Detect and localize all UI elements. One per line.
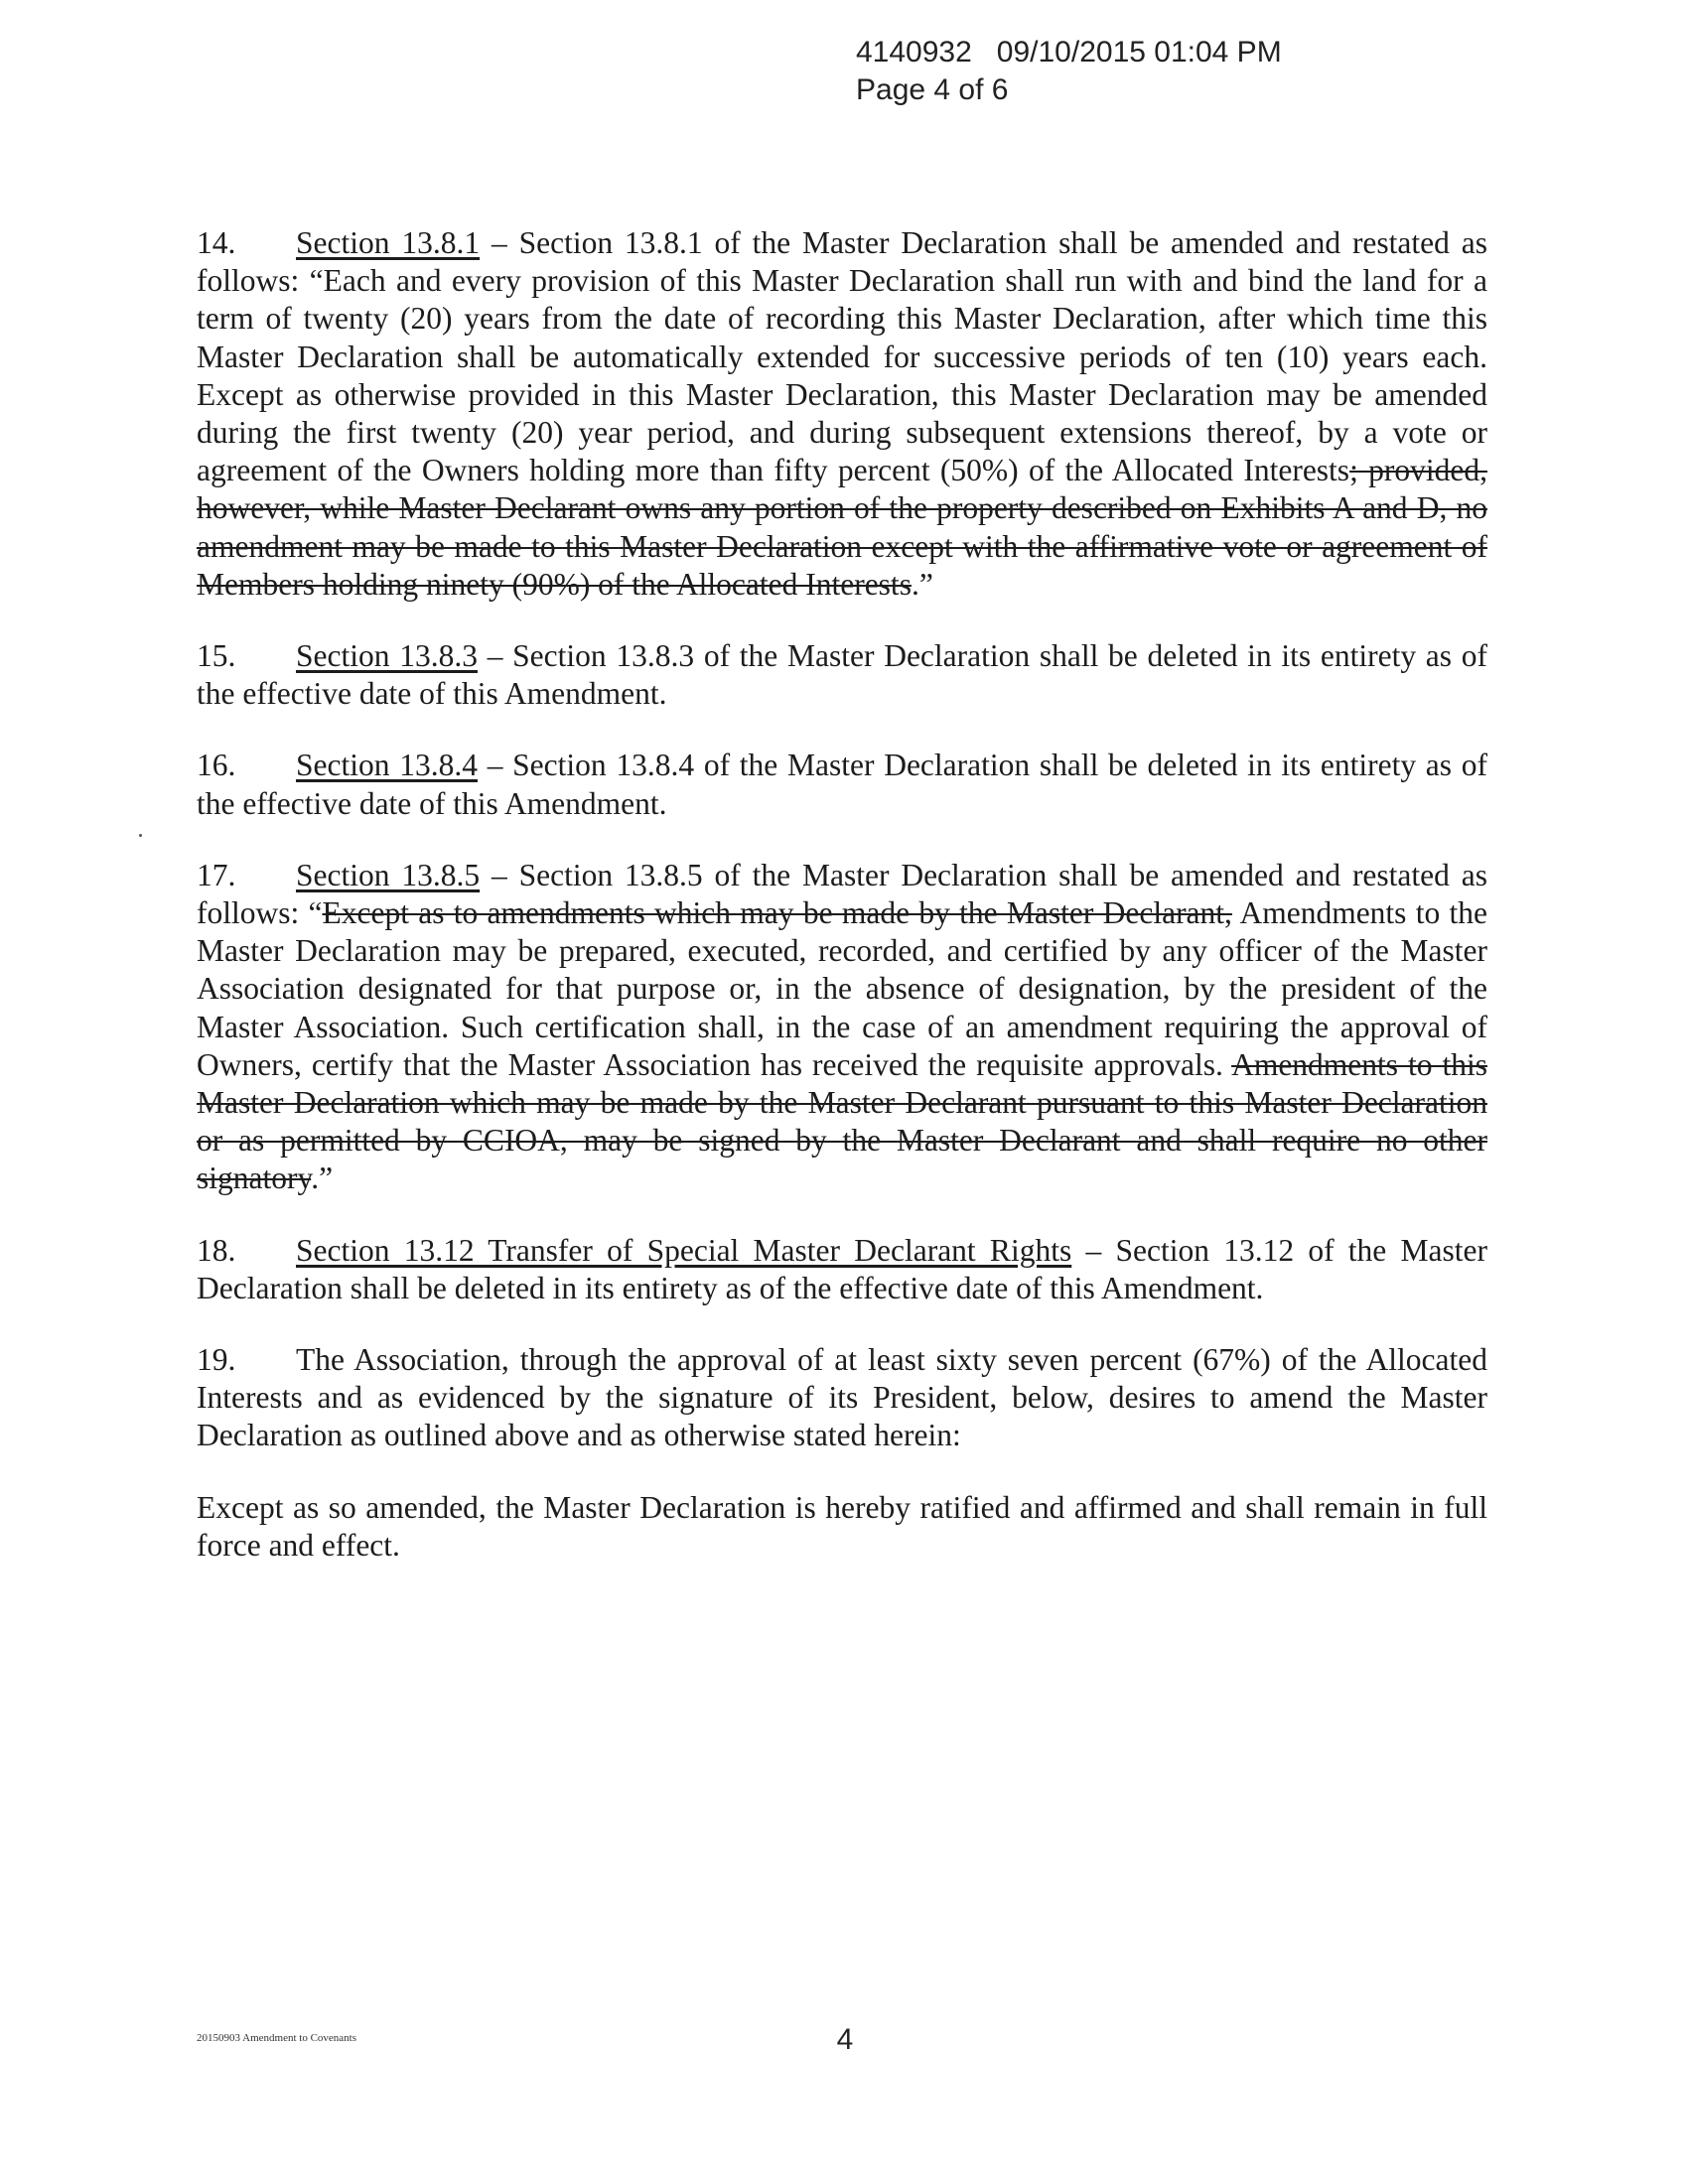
section-heading: Section 13.8.5 (296, 857, 481, 892)
footer-page-number: 4 (836, 2023, 854, 2056)
section-heading: Section 13.12 Transfer of Special Master Declarant Rights (296, 1232, 1072, 1268)
paragraph-text: Except as so amended, the Master Declaration is hereby ratified and affirmed and shall remain in full force and effect. (197, 1489, 1487, 1563)
section-heading: Section 13.8.1 (296, 225, 481, 260)
paragraph-text: The Association, through the approval of at least sixty seven percent (67%) of the Allocated Interests and as evidenced by the signature of its President, below, desires to amend the Master Declaration as outlined above and as otherwise stated herein: (197, 1342, 1487, 1453)
paragraph-number: 15. (197, 638, 236, 674)
paragraph-number: 17. (197, 857, 236, 892)
paragraph-18 (197, 1232, 1487, 1307)
paragraph-text: – Section 13.12 of the Master Declaration shall be deleted in its entirety as of the effective date of this Amendment. (197, 1232, 1488, 1305)
footer-document-id: 20150903 Amendment to Covenants (197, 2032, 357, 2044)
struck-text: ; provided, however, while Master Declarant owns any portion of the property described on Exhibits A and D, no amendment may be made to this Master Declaration except with the affirmative vote or agreement of Members holding ninety (90%) of the Allocated Interests (197, 453, 1488, 602)
paragraph-17 (197, 857, 1487, 1198)
scan-artifact (139, 834, 142, 837)
document-body (197, 224, 1487, 1598)
paragraph-number: 19. (197, 1342, 236, 1378)
paragraph-number: 18. (197, 1232, 236, 1268)
paragraph-end: .” (311, 1160, 334, 1196)
paragraph-text: Amendments to the Master Declaration may be prepared, executed, recorded, and certified by any officer of the Master Association designated for that purpose or, in the absence of designation, by the president of the Master Association. Such certification shall, in the case of an amendment requiring the approval of Owners, certify that the Master Association has received the requisite approvals. (197, 895, 1487, 1082)
section-heading: Section 13.8.4 (296, 748, 478, 783)
reception-number-date: 4140932 09/10/2015 01:04 PM (856, 36, 1282, 68)
paragraph-19 (197, 1341, 1487, 1455)
closing-paragraph (197, 1489, 1487, 1565)
page-count: Page 4 of 6 (856, 73, 1009, 106)
struck-text: Except as to amendments which may be made by the Master Declarant, (322, 895, 1232, 931)
paragraph-14 (197, 224, 1487, 604)
paragraph-end: .” (911, 566, 933, 602)
paragraph-15 (197, 637, 1487, 713)
paragraph-text: – Section 13.8.5 of the Master Declaration shall be amended and restated as follows: “ (197, 857, 1487, 931)
paragraph-text: – Section 13.8.1 of the Master Declaration shall be amended and restated as follows: “Each and every provision of this Master Declaration shall run with and bind the land for a term of twenty (20) years from the date of recording this Master Declaration, after which time this Master Declaration shall be automatically extended for successive periods of ten (10) years each. Except as otherwise provided in this Master Declaration, this Master Declaration may be amended during the first twenty (20) year period, and during subsequent extensions thereof, by a vote or agreement of the Owners holding more than fifty percent (50%) of the Allocated Interests (197, 225, 1487, 488)
struck-text: Amendments to this Master Declaration which may be made by the Master Declarant pursuant to this Master Declaration or as permitted by CCIOA, may be signed by the Master Declarant and shall require no other signatory (197, 1046, 1487, 1196)
paragraph-number: 14. (197, 225, 236, 260)
paragraph-text: – Section 13.8.3 of the Master Declaration shall be deleted in its entirety as of the effective date of this Amendment. (197, 638, 1487, 712)
paragraph-number: 16. (197, 748, 236, 783)
section-heading: Section 13.8.3 (296, 638, 478, 674)
paragraph-text: – Section 13.8.4 of the Master Declaration shall be deleted in its entirety as of the effective date of this Amendment. (197, 748, 1487, 821)
paragraph-16 (197, 747, 1487, 822)
recording-stamp (856, 34, 1282, 109)
